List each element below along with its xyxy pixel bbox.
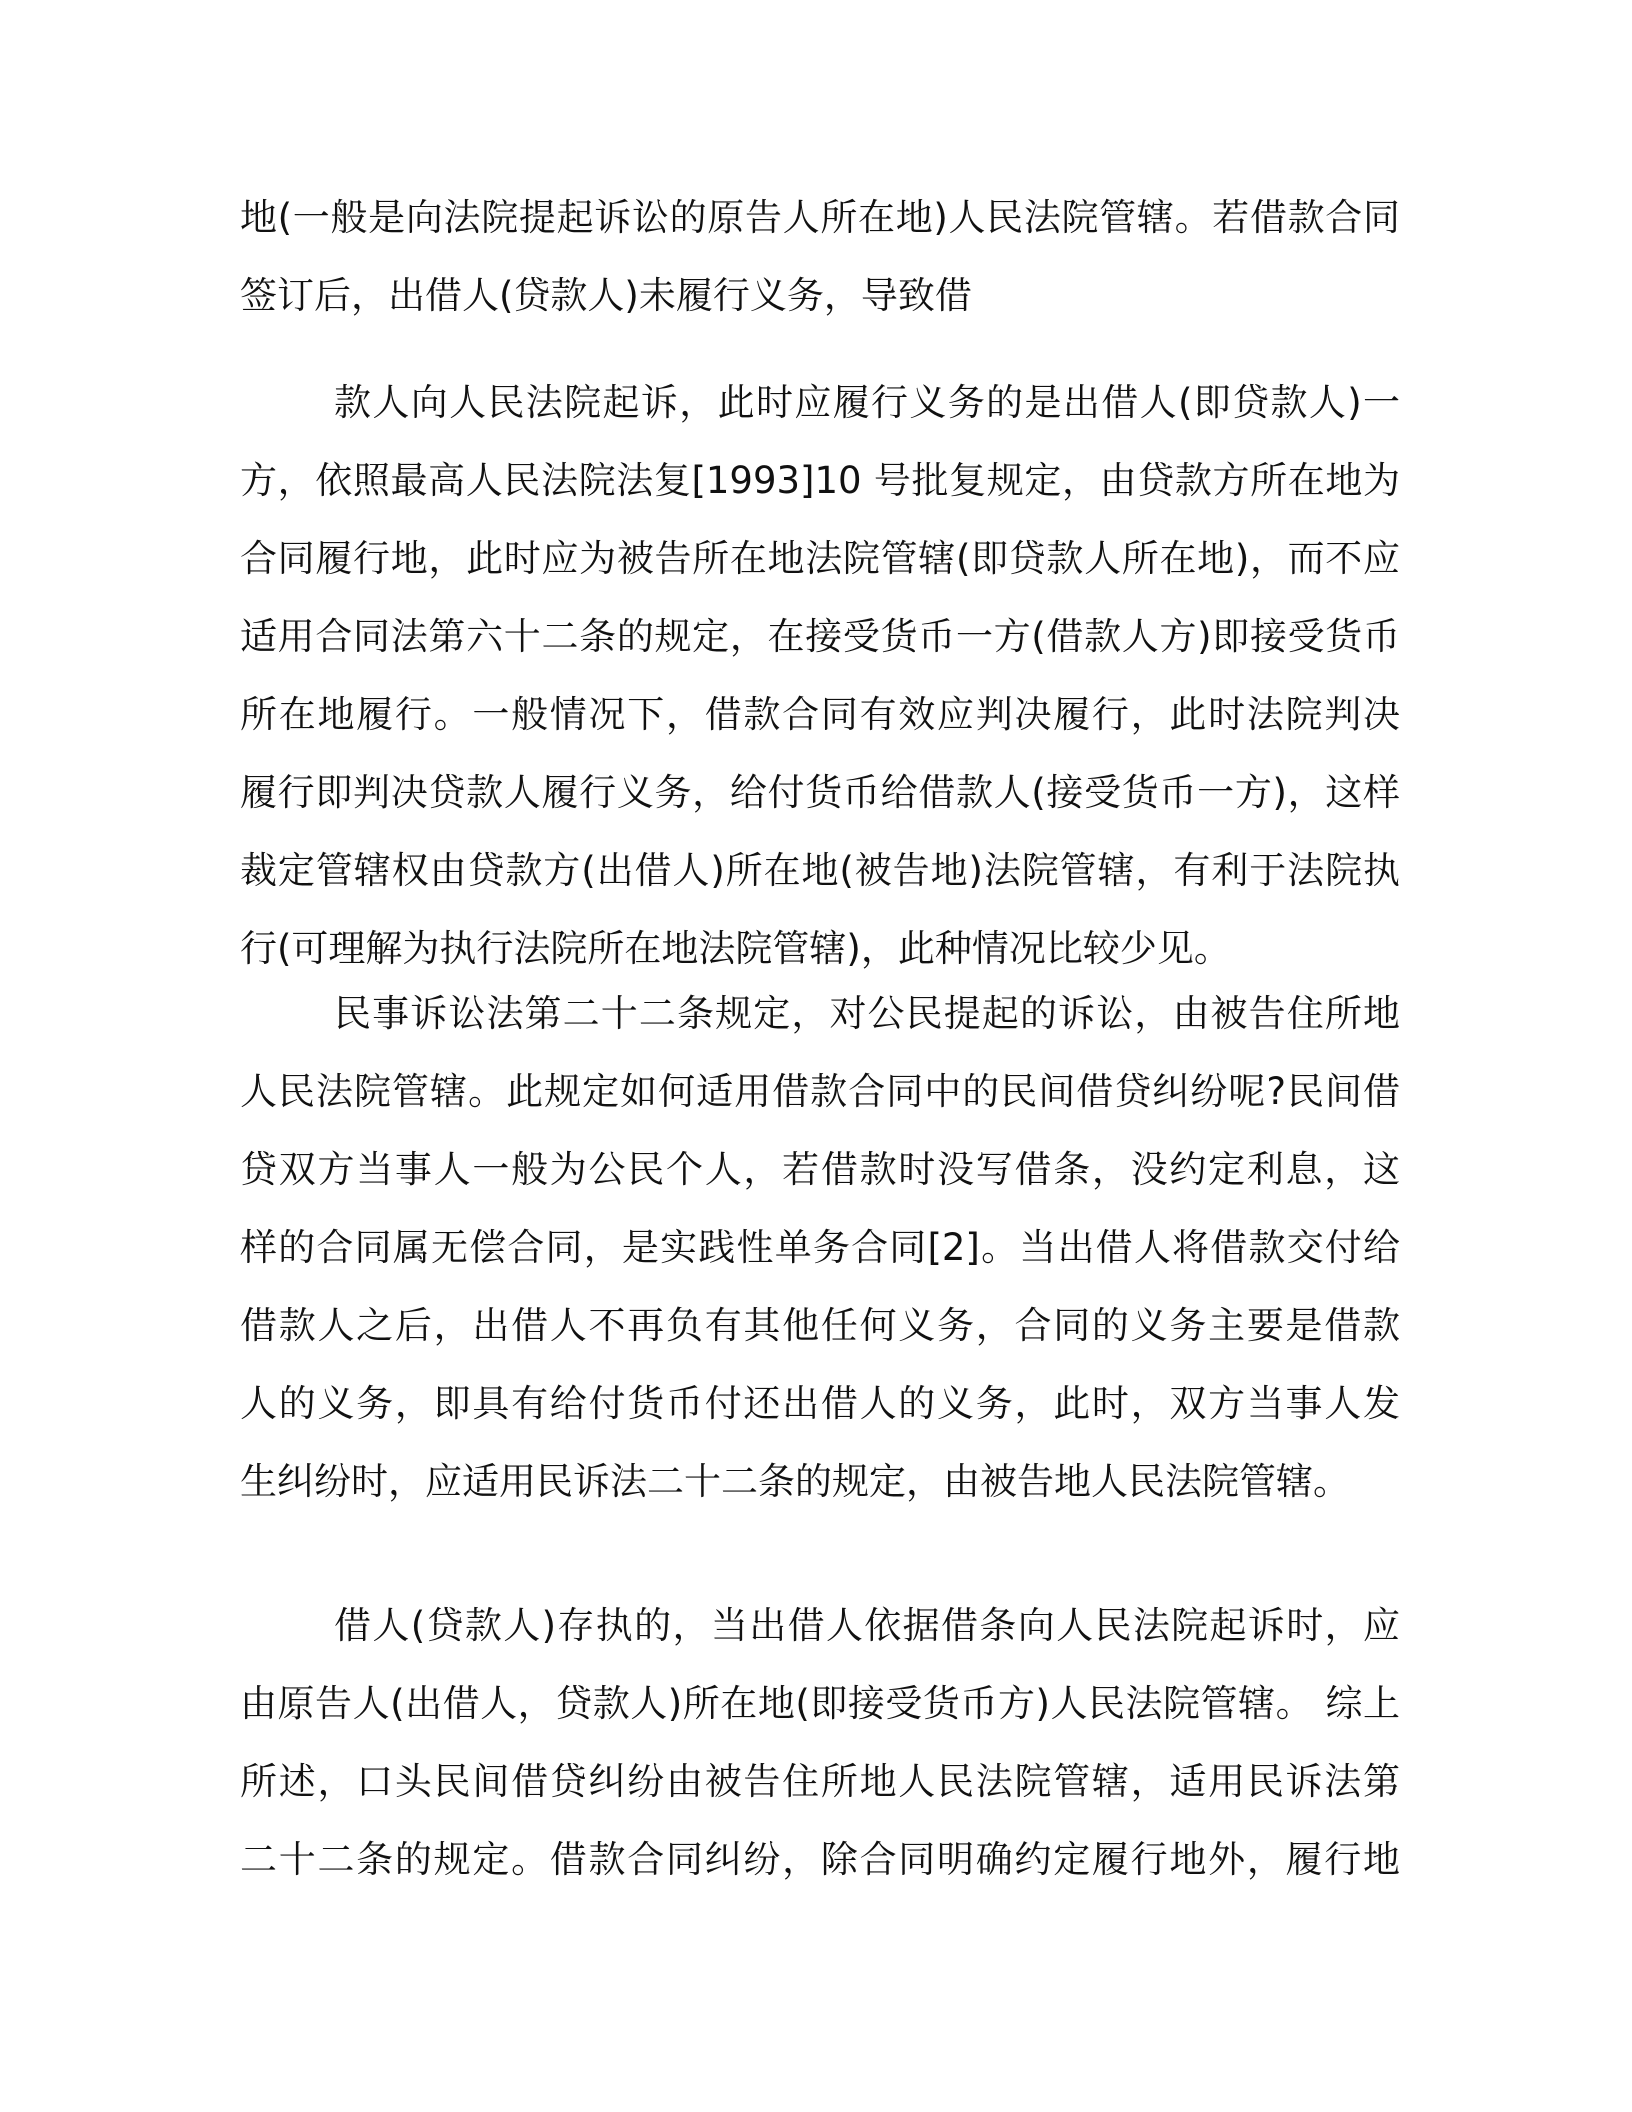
text-line: 行(可理解为执行法院所在地法院管辖)，此种情况比较少见。 [240,927,1231,970]
text-line: 地(一般是向法院提起诉讼的原告人所在地)人民法院管辖。若借款合同 [240,196,1400,239]
text-line: 由原告人(出借人，贷款人)所在地(即接受货币方)人民法院管辖。 综上 [240,1682,1400,1725]
text-line: 借人(贷款人)存执的，当出借人依据借条向人民法院起诉时，应 [334,1604,1400,1647]
text-line: 人民法院管辖。此规定如何适用借款合同中的民间借贷纠纷呢?民间借 [240,1070,1400,1113]
text-line: 签订后，出借人(贷款人)未履行义务，导致借 [240,274,972,317]
text-line: 样的合同属无偿合同，是实践性单务合同[2]。当出借人将借款交付给 [240,1226,1400,1269]
paragraph [240,1587,1400,1899]
text-line: 适用合同法第六十二条的规定，在接受货币一方(借款人方)即接受货币 [240,615,1400,658]
text-line: 生纠纷时，应适用民诉法二十二条的规定，由被告地人民法院管辖。 [240,1460,1350,1503]
paragraph [240,975,1400,1521]
text-line: 所述，口头民间借贷纠纷由被告住所地人民法院管辖，适用民诉法第 [240,1760,1400,1803]
text-line: 裁定管辖权由贷款方(出借人)所在地(被告地)法院管辖，有利于法院执 [240,849,1400,892]
paragraph [240,179,1400,335]
text-line: 借款人之后，出借人不再负有其他任何义务，合同的义务主要是借款 [240,1304,1400,1347]
text-line: 贷双方当事人一般为公民个人，若借款时没写借条，没约定利息，这 [240,1148,1400,1191]
text-line: 履行即判决贷款人履行义务，给付货币给借款人(接受货币一方)，这样 [240,771,1400,814]
text-line: 二十二条的规定。借款合同纠纷，除合同明确约定履行地外，履行地 [240,1838,1400,1881]
text-line: 款人向人民法院起诉，此时应履行义务的是出借人(即贷款人)一 [334,381,1400,424]
text-line: 人的义务，即具有给付货币付还出借人的义务，此时，双方当事人发 [240,1382,1400,1425]
text-line: 所在地履行。一般情况下，借款合同有效应判决履行，此时法院判决 [240,693,1400,736]
text-line: 民事诉讼法第二十二条规定，对公民提起的诉讼，由被告住所地 [334,992,1400,1035]
text-line: 方，依照最高人民法院法复[1993]10 号批复规定，由贷款方所在地为 [240,459,1400,502]
paragraph [240,364,1400,988]
text-line: 合同履行地，此时应为被告所在地法院管辖(即贷款人所在地)，而不应 [240,537,1400,580]
